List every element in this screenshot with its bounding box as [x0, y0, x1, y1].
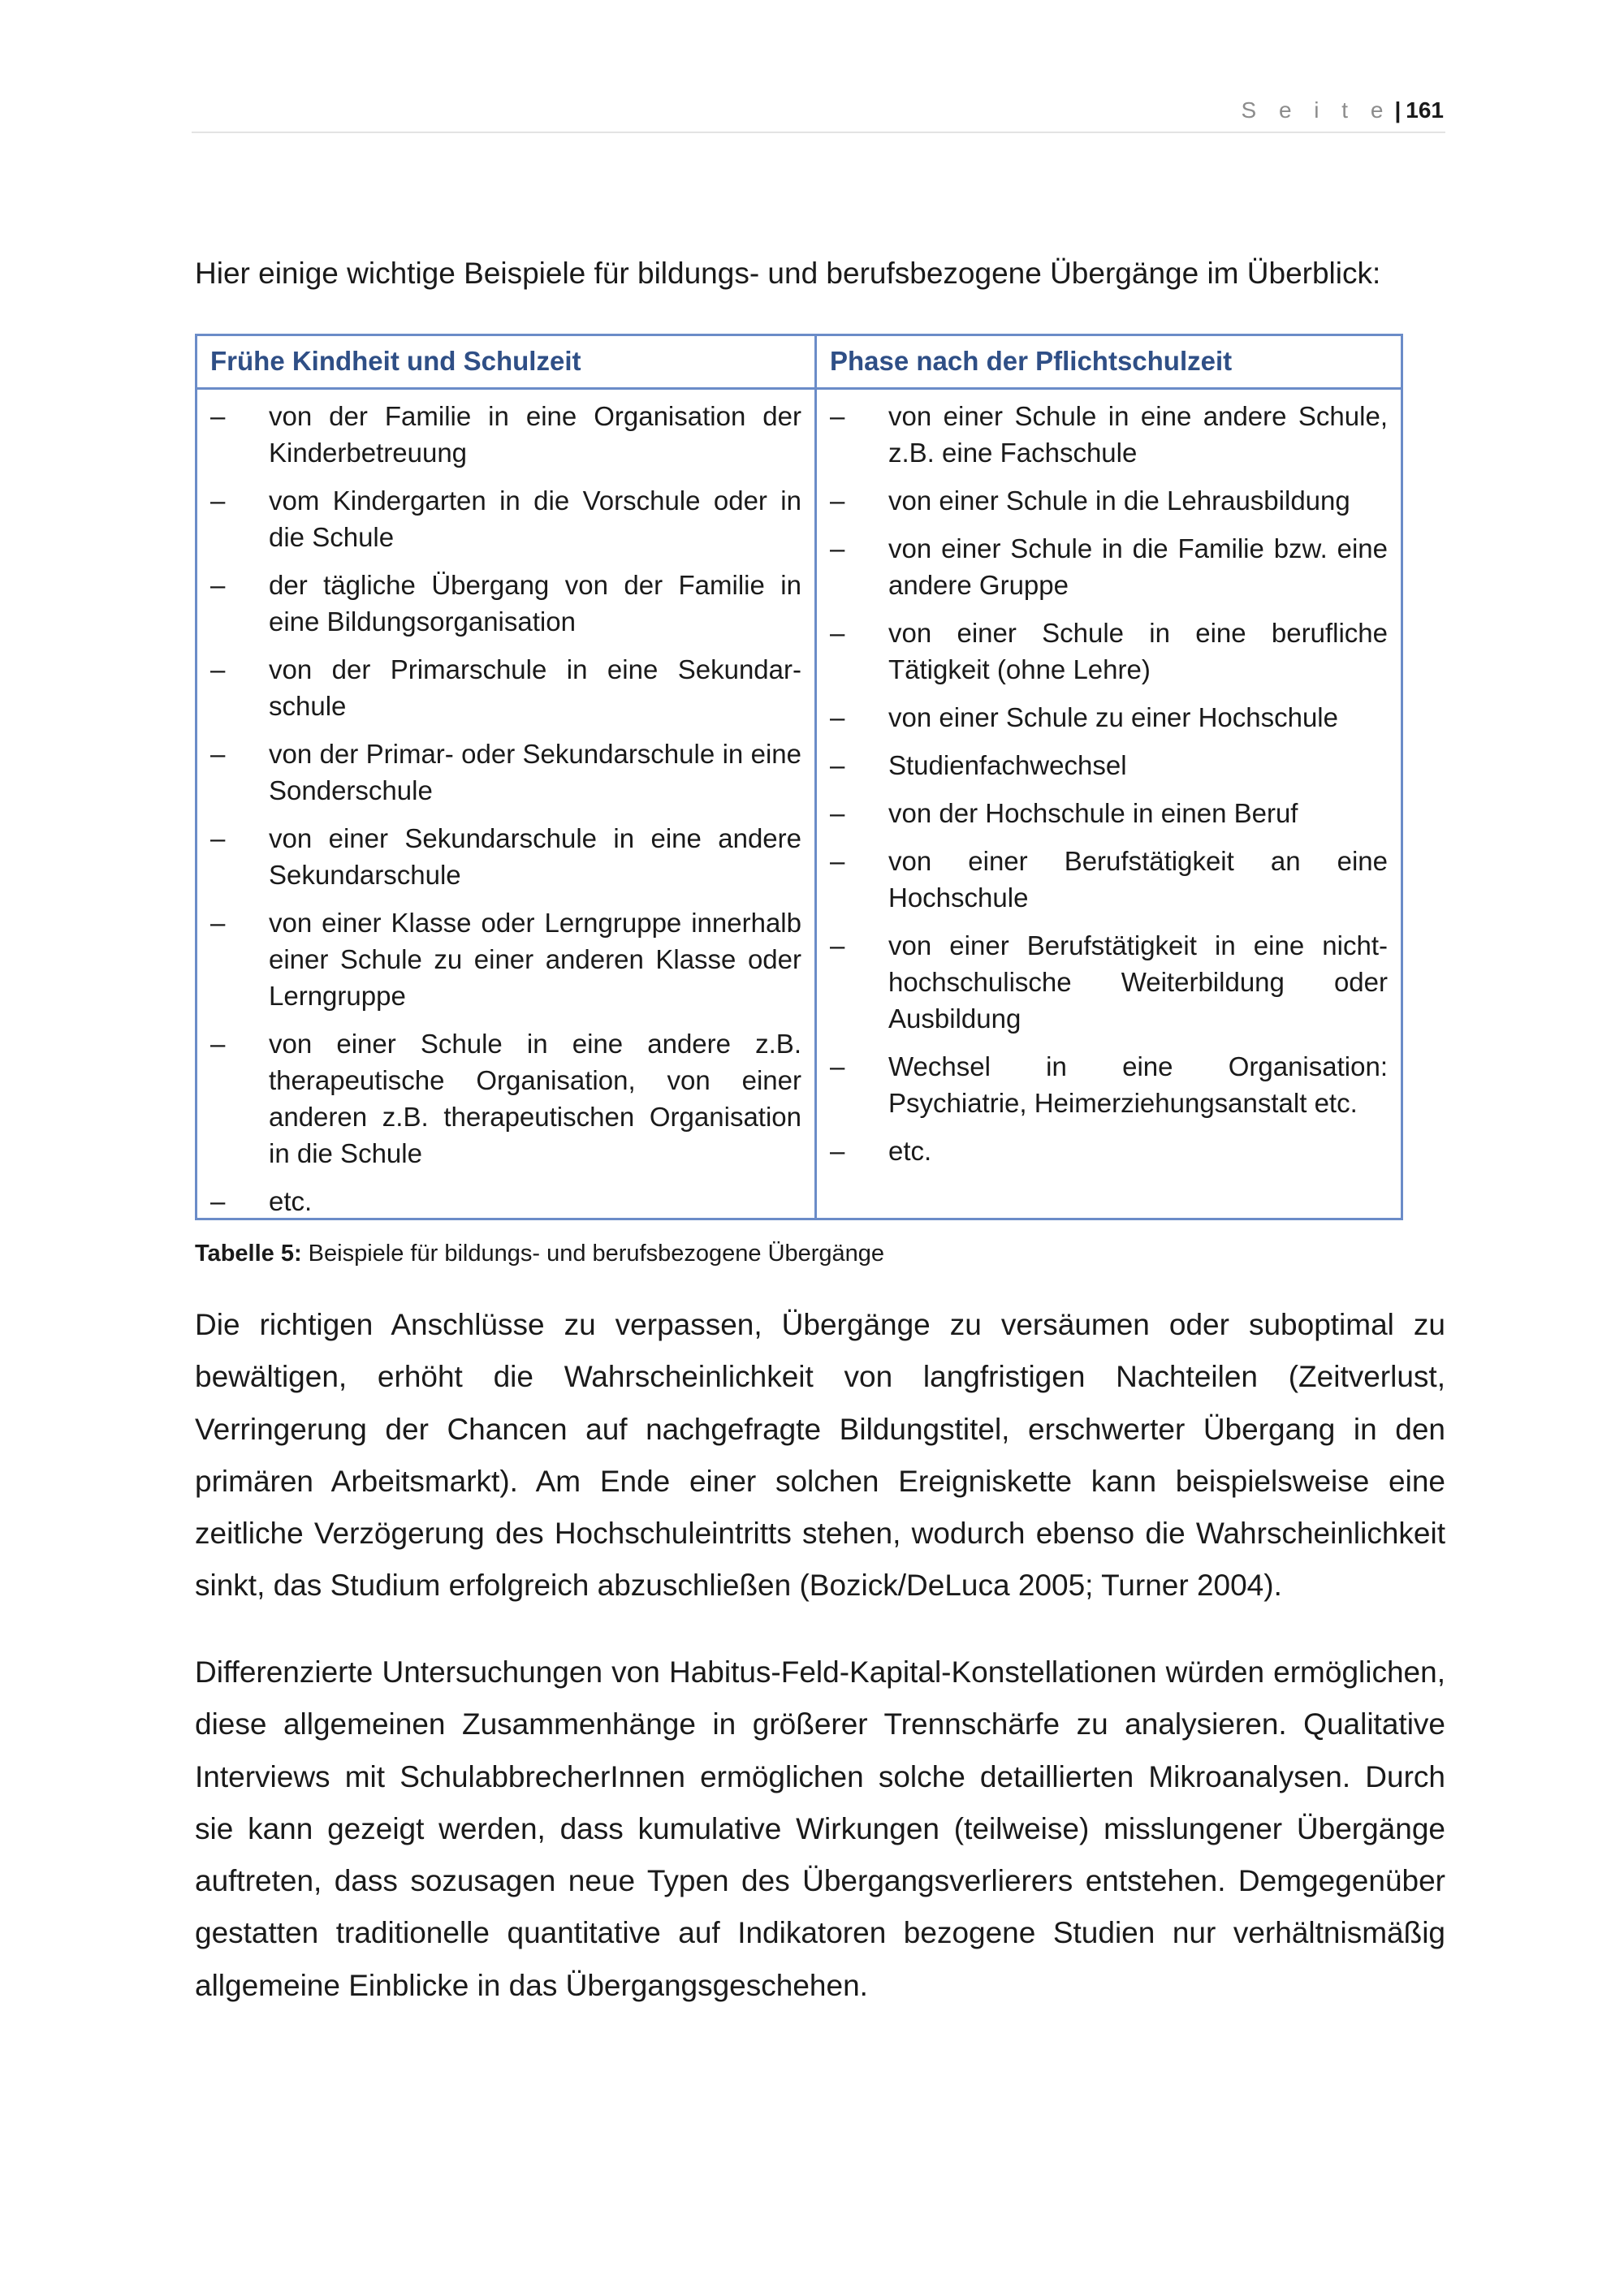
page-label: [1242, 97, 1445, 123]
list-item-text: von einer Schule in eine andere z.B. therapeutische Organisation, von einer anderen z.B. therapeutischen Organisation in die Schule: [269, 1029, 801, 1168]
list-item-text: von einer Sekundarschule in eine andere Sekundarschule: [269, 823, 801, 890]
bullet-dash: –: [830, 750, 845, 780]
list-item-text: von einer Schule zu einer Hochschule: [888, 702, 1338, 732]
list-item: [823, 1048, 1388, 1121]
list-item: [204, 398, 801, 471]
caption-text: Beispiele für bildungs- und berufsbezogene Übergänge: [301, 1241, 885, 1267]
bullet-dash: –: [830, 618, 845, 648]
list-item: [204, 567, 801, 640]
table-caption: [195, 1241, 884, 1267]
list-item: [823, 747, 1388, 783]
transitions-table: [195, 334, 1403, 1220]
list-item-text: von einer Schule in die Familie bzw. eine andere Gruppe: [888, 533, 1388, 600]
page-header: [192, 89, 1445, 133]
list-item: [204, 482, 801, 555]
list-item: [823, 398, 1388, 471]
bullet-dash: –: [210, 570, 226, 600]
list-item-text: von einer Schule in eine berufliche Tätigkeit (ohne Lehre): [888, 618, 1388, 684]
list-item-text: von einer Berufstätigkeit in eine nicht-hochschulische Weiterbildung oder Ausbildung: [888, 930, 1388, 1034]
list-item: [204, 820, 801, 893]
list-item: [823, 615, 1388, 688]
list-item: [204, 736, 801, 809]
header-separator: |: [1394, 97, 1402, 123]
list-item: [823, 795, 1388, 831]
caption-label: Tabelle 5:: [195, 1241, 302, 1267]
list-item-text: von der Hochschule in einen Beruf: [888, 798, 1298, 828]
list-item-text: etc.: [269, 1186, 313, 1216]
list-item-text: von einer Schule in eine andere Schule, z.B. eine Fachschule: [888, 401, 1388, 468]
list-item: [823, 530, 1388, 603]
list-item: [204, 651, 801, 724]
seite-label: S e i t e: [1241, 97, 1392, 123]
list-item: [204, 904, 801, 1014]
list-item-text: vom Kindergarten in die Vorschule oder in die Schule: [269, 486, 801, 552]
list-item: [823, 482, 1388, 519]
right-list: [817, 390, 1401, 1169]
intro-text: Hier einige wichtige Beispiele für bildungs- und berufsbezogene Übergänge im Überblick:: [195, 257, 1381, 290]
bullet-dash: –: [210, 908, 226, 938]
list-item-text: Studienfachwechsel: [888, 750, 1127, 780]
bullet-dash: –: [830, 930, 845, 960]
bullet-dash: –: [830, 846, 845, 876]
bullet-dash: –: [830, 798, 845, 828]
bullet-dash: –: [210, 1186, 226, 1216]
bullet-dash: –: [210, 823, 226, 853]
list-item: [823, 1133, 1388, 1169]
bullet-dash: –: [210, 401, 226, 431]
bullet-dash: –: [830, 702, 845, 732]
bullet-dash: –: [830, 486, 845, 516]
paragraph-1: Die richtigen Anschlüsse zu verpassen, Übergänge zu versäumen oder suboptimal zu bewältigen, erhöht die Wahrscheinlichkeit von langfristigen Nachteilen (Zeitverlust, Verringerung der Chancen auf nachgefragte Bildungstitel, erschwerter Übergang in den primären Arbeitsmarkt). Am Ende einer solchen Ereigniskette kann beispielsweise eine zeitliche Verzögerung des Hochschuleintritts stehen, wodurch ebenso die Wahrscheinlichkeit sinkt, das Studium erfolgreich abzuschließen (Bozick/DeLuca 2005; Turner 2004).: [195, 1308, 1445, 1603]
table-column-right: [817, 336, 1401, 1218]
list-item-text: Wechsel in eine Organisation: Psychiatrie, Heimerziehungsanstalt etc.: [888, 1051, 1388, 1118]
list-item-text: der tägliche Übergang von der Familie in eine Bildungsorganisation: [269, 570, 801, 637]
list-item: [823, 843, 1388, 916]
bullet-dash: –: [210, 486, 226, 516]
left-list: [197, 390, 814, 1219]
list-item-text: von der Familie in eine Organisation der Kinderbetreuung: [269, 401, 801, 468]
table-column-left: [197, 336, 817, 1218]
list-item-text: von der Primarschule in eine Sekundar-schule: [269, 654, 801, 721]
bullet-dash: –: [210, 1029, 226, 1059]
list-item-text: von der Primar- oder Sekundarschule in eine Sonderschule: [269, 739, 801, 805]
paragraph-2: Differenzierte Untersuchungen von Habitus-Feld-Kapital-Konstellationen würden ermöglichen, diese allgemeinen Zusammenhänge in größerer Trennschärfe zu analysieren. Qualitative Interviews mit SchulabbrecherInnen ermöglichen solche detaillierten Mikroanalysen. Durch sie kann gezeigt werden, dass kumulative Wirkungen (teilweise) misslungener Übergänge auftreten, dass sozusagen neue Typen des Übergangsverlierers entstehen. Demgegenüber gestatten traditionelle quantitative auf Indikatoren bezogene Studien nur verhältnismäßig allgemeine Einblicke in das Übergangsgeschehen.: [195, 1655, 1445, 2002]
list-item-text: etc.: [888, 1136, 932, 1166]
bullet-dash: –: [830, 1051, 845, 1081]
column-header-right: Phase nach der Pflichtschulzeit: [817, 336, 1401, 390]
list-item: [823, 927, 1388, 1037]
list-item: [204, 1025, 801, 1172]
bullet-dash: –: [830, 401, 845, 431]
list-item-text: von einer Berufstätigkeit an eine Hochschule: [888, 846, 1388, 913]
column-header-left: Frühe Kindheit und Schulzeit: [197, 336, 814, 390]
list-item-text: von einer Klasse oder Lerngruppe innerhalb einer Schule zu einer anderen Klasse oder Lerngruppe: [269, 908, 801, 1011]
list-item-text: von einer Schule in die Lehrausbildung: [888, 486, 1350, 516]
bullet-dash: –: [210, 739, 226, 769]
bullet-dash: –: [210, 654, 226, 684]
page-number: 161: [1406, 97, 1444, 123]
bullet-dash: –: [830, 1136, 845, 1166]
bullet-dash: –: [830, 533, 845, 563]
list-item: [823, 699, 1388, 736]
list-item: [204, 1183, 801, 1219]
